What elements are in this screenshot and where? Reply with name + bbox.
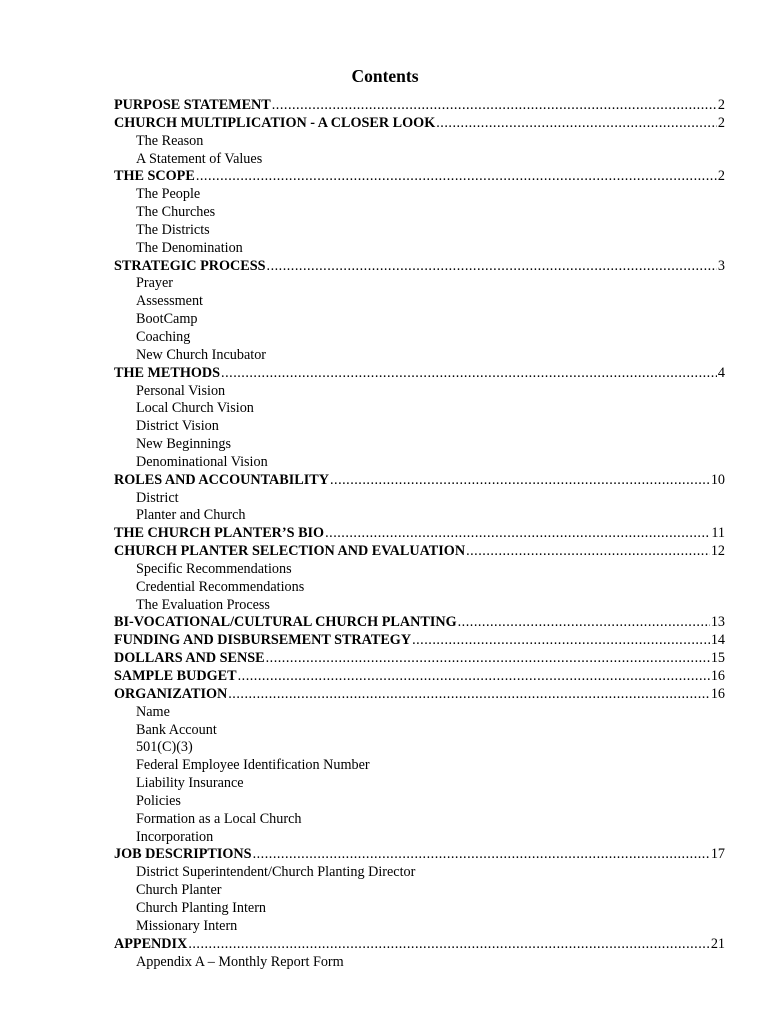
toc-entry-label: ORGANIZATION [114, 685, 228, 702]
toc-subentry[interactable]: Federal Employee Identification Number [136, 757, 370, 774]
toc-entry-label: DOLLARS AND SENSE [114, 650, 265, 667]
toc-subentry[interactable]: The Reason [136, 132, 204, 149]
toc-entry-label: SAMPLE BUDGET [114, 668, 237, 684]
toc-entry[interactable] [114, 543, 725, 561]
toc-entry[interactable] [114, 846, 725, 864]
toc-entry[interactable] [114, 614, 725, 632]
toc-entry[interactable] [114, 168, 725, 186]
toc-entry[interactable] [114, 258, 725, 276]
toc-subentry[interactable]: District Vision [136, 418, 219, 435]
toc-page-number: 3 [717, 257, 725, 274]
toc-subentry[interactable]: BootCamp [136, 311, 198, 328]
toc-page-number: 13 [710, 614, 725, 631]
toc-subentry[interactable]: Personal Vision [136, 382, 226, 399]
toc-subentry[interactable]: District [136, 489, 179, 506]
toc-subentry[interactable]: The Evaluation Process [136, 596, 270, 613]
toc-entry-label: PURPOSE STATEMENT [114, 97, 271, 113]
contents-title: Contents [351, 66, 419, 86]
dot-leader [458, 614, 710, 632]
dot-leader [266, 650, 710, 668]
dot-leader [330, 472, 710, 490]
toc-subentry[interactable]: Credential Recommendations [136, 578, 305, 595]
toc-subentry[interactable]: Policies [136, 792, 181, 809]
toc-subentry[interactable]: Appendix A – Monthly Report Form [136, 953, 344, 970]
toc-entry[interactable] [114, 668, 725, 686]
toc-subentry[interactable]: Denominational Vision [136, 453, 268, 470]
toc-page-number: 4 [717, 364, 725, 381]
dot-leader [196, 168, 717, 186]
dot-leader [436, 115, 717, 133]
toc-subentry[interactable]: Assessment [136, 293, 203, 310]
dot-leader [228, 686, 710, 704]
toc-entry-label: BI-VOCATIONAL/CULTURAL CHURCH PLANTING [114, 614, 457, 631]
toc-page-number: 12 [710, 543, 725, 560]
toc-subentry[interactable]: New Church Incubator [136, 346, 267, 363]
toc-entry-label: APPENDIX [114, 935, 188, 952]
toc-entry-label: THE CHURCH PLANTER’S BIO [114, 525, 325, 542]
toc-entry-label: THE SCOPE [114, 168, 195, 185]
toc-subentry[interactable]: Name [136, 703, 170, 720]
toc-subentry[interactable]: Prayer [136, 275, 174, 292]
dot-leader [221, 365, 717, 383]
toc-subentry[interactable]: Missionary Intern [136, 917, 238, 934]
toc-subentry[interactable]: 501(C)(3) [136, 739, 193, 756]
toc-entry[interactable] [114, 115, 725, 133]
dot-leader [188, 936, 710, 954]
toc-entry-label: ROLES AND ACCOUNTABILITY [114, 471, 329, 488]
toc-page-number: 2 [717, 97, 725, 113]
toc-entry-label: JOB DESCRIPTIONS [114, 846, 252, 863]
toc-subentry[interactable]: The People [136, 186, 201, 203]
toc-entry[interactable] [114, 365, 725, 383]
toc-page-number: 2 [717, 168, 725, 185]
toc-subentry[interactable]: Church Planter [136, 882, 222, 899]
toc-entry[interactable] [114, 936, 725, 954]
dot-leader [272, 97, 717, 115]
toc-entry[interactable] [114, 525, 725, 543]
toc-page-number: 17 [710, 846, 725, 863]
toc-subentry[interactable]: A Statement of Values [136, 150, 263, 167]
toc-entry-label: CHURCH MULTIPLICATION - A CLOSER LOOK [114, 114, 436, 131]
toc-subentry[interactable]: Bank Account [136, 721, 217, 738]
toc-entry-label: CHURCH PLANTER SELECTION AND EVALUATION [114, 543, 466, 560]
toc-subentry[interactable]: Coaching [136, 328, 191, 345]
toc-page-number: 21 [710, 935, 725, 952]
toc-page-number: 11 [711, 525, 725, 542]
dot-leader [267, 258, 717, 276]
dot-leader [253, 846, 710, 864]
toc-entry[interactable] [114, 97, 725, 115]
toc-subentry[interactable]: The Churches [136, 204, 216, 221]
toc-entry-label: FUNDING AND DISBURSEMENT STRATEGY [114, 632, 412, 649]
table-of-contents [114, 97, 725, 971]
dot-leader [412, 632, 710, 650]
toc-subentry[interactable]: Formation as a Local Church [136, 810, 302, 827]
dot-leader [238, 668, 710, 686]
toc-entry[interactable] [114, 686, 725, 704]
toc-page-number: 15 [710, 650, 725, 667]
toc-subentry[interactable]: Local Church Vision [136, 400, 254, 417]
toc-subentry[interactable]: The Denomination [136, 239, 243, 256]
toc-subentry[interactable]: Specific Recommendations [136, 560, 292, 577]
toc-page-number: 16 [710, 668, 725, 684]
toc-entry-label: THE METHODS [114, 364, 221, 381]
toc-subentry[interactable]: Church Planting Intern [136, 899, 267, 916]
dot-leader [466, 543, 710, 561]
toc-entry[interactable] [114, 632, 725, 650]
toc-page-number: 14 [710, 632, 725, 649]
toc-entry[interactable] [114, 472, 725, 490]
toc-subentry[interactable]: New Beginnings [136, 436, 231, 453]
toc-entry-label: STRATEGIC PROCESS [114, 257, 266, 274]
toc-subentry[interactable]: Liability Insurance [136, 775, 244, 792]
toc-subentry[interactable]: The Districts [136, 221, 210, 238]
toc-subentry[interactable]: Planter and Church [136, 507, 246, 524]
toc-subentry[interactable]: Incorporation [136, 828, 214, 845]
toc-subentry[interactable]: District Superintendent/Church Planting Director [136, 864, 416, 881]
toc-page-number: 2 [717, 114, 725, 131]
toc-page-number: 16 [710, 685, 725, 702]
dot-leader [325, 525, 710, 543]
toc-page-number: 10 [710, 471, 725, 488]
toc-entry[interactable] [114, 650, 725, 668]
